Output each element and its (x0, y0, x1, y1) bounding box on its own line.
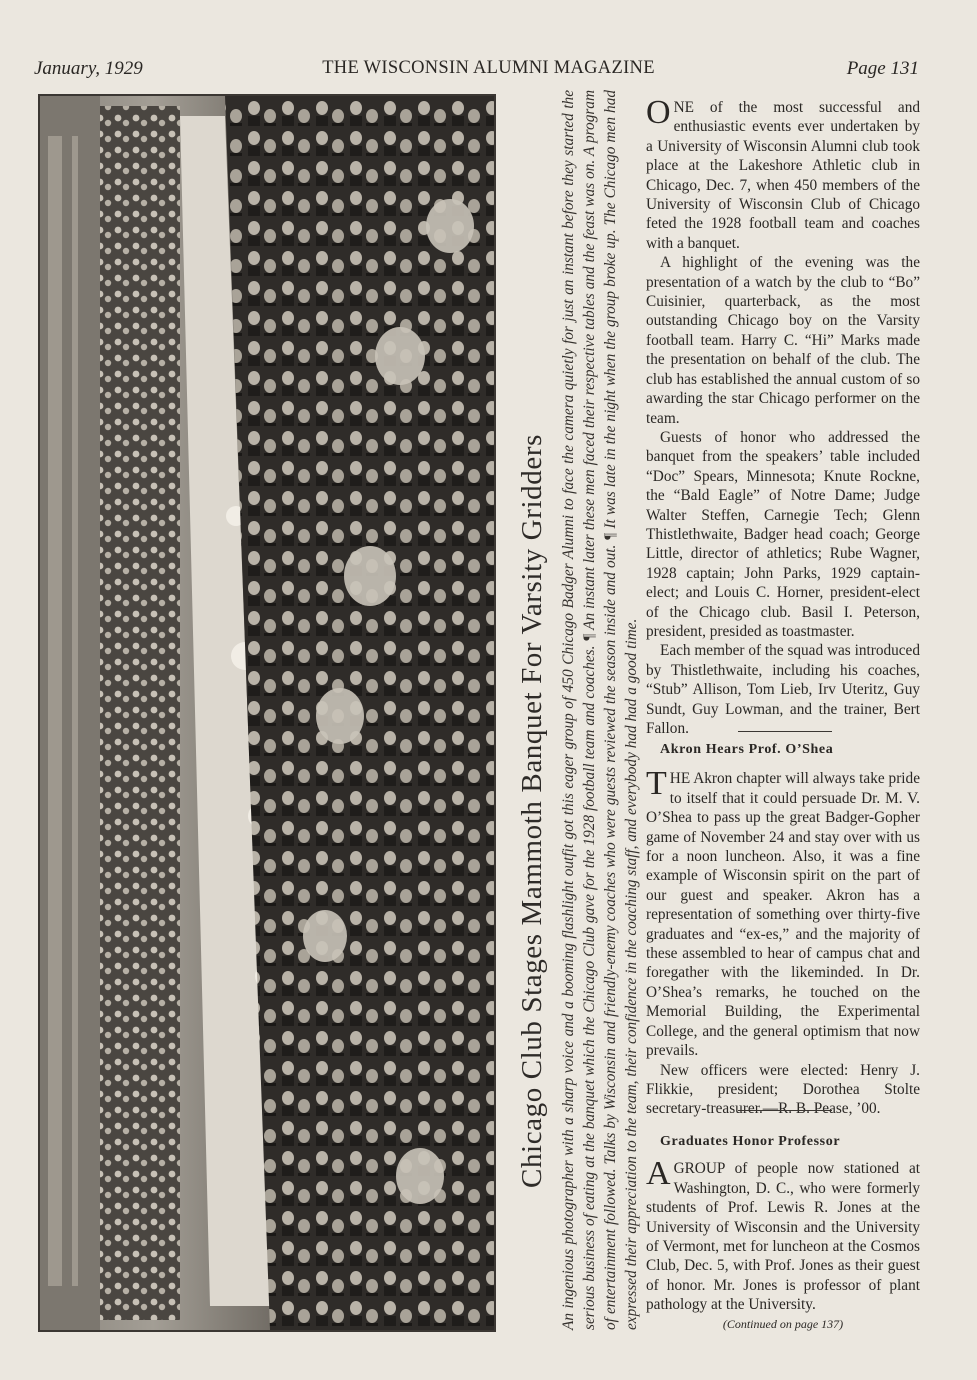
article-akron (646, 740, 920, 1119)
paragraph: A highlight of the evening was the presentation of a watch by the club to “Bo” Cuisinier, quarterback, as the most outstanding Chicago boy on the Varsity football team. Harry C. “Hi” Marks made the presentation on behalf of the club. The club has established the annual custom of so awarding the star Chicago performer on the team. (646, 254, 920, 427)
caption-panel (510, 90, 638, 1330)
article-graduates (646, 1132, 920, 1334)
page-number: Page 131 (846, 58, 919, 79)
section-heading: Graduates Honor Professor (660, 1134, 841, 1149)
photo-caption: An ingenious photographer with a sharp voice and a booming flashlight outfit got this eager group of 450 Chicago Badger Alumni to face the camera quietly for just an instant before they started the serious business of eating at the banquet which the Chicago Club gave for the 1928 football team and coaches. ¶ An instant later these men faced their respective tables and the feast was on. A program of entertainment followed. Talks by Wisconsin and friendly-enemy coaches who were guests reviewed the season inside and out. ¶ It was late in the night when the group broke up. The Chicago men had expressed their appreciation to the team, their confidence in the coaching staff, and everybody had had a good time. (560, 90, 640, 1330)
paragraph: Guests of honor who addressed the banquet from the speakers’ table included “Doc” Spears, Minnesota; Knute Rockne, the “Bald Eagle” of Notre Dame; Judge Walter Steffen, Carnegie Tech; Glenn Thistlethwaite, Badger head coach; George Little, director of athletics; Rube Wagner, 1928 captain; John Parks, 1929 captain-elect; and Louis C. Horner, president-elect of the Chicago club. Basil I. Peterson, president, presided as toastmaster. (646, 428, 920, 640)
paragraph: Each member of the squad was introduced by Thistlethwaite, including his coaches, “Stub” Allison, Tom Lieb, Irv Uteritz, Guy Sundt, Guy Lowman, and the trainer, Bert Fallon. (646, 642, 920, 737)
paragraph: GROUP of people now stationed at Washington, D. C., who were formerly students of Prof. Lewis R. Jones at the University of Wisconsin and the University of Vermont, met for luncheon at the Cosmos Club, Dec. 5, with Prof. Jones as their guest of honor. Mr. Jones is professor of plant pathology at the University. (646, 1160, 920, 1314)
paragraph: New officers were elected: Henry J. Flikkie, president; Dorothea Stolte secretary-treasurer.—R. B. Pease, ’00. (646, 1061, 920, 1118)
divider (738, 1110, 832, 1111)
section-heading: Akron Hears Prof. O’Shea (660, 742, 834, 757)
paragraph: NE of the most successful and enthusiastic events ever undertaken by a University of Wisconsin Alumni club took place at the Lakeshore Athletic club in Chicago, Dec. 7, when 450 members of the University of Wisconsin Club of Chicago feted the 1928 football team and coaches with a banquet. (646, 99, 920, 252)
drop-cap: T (646, 765, 667, 803)
magazine-title: THE WISCONSIN ALUMNI MAGAZINE (322, 58, 655, 78)
article-chicago-banquet (646, 94, 920, 738)
drop-cap: A (646, 1155, 671, 1193)
issue-date: January, 1929 (34, 58, 143, 79)
divider (738, 731, 832, 732)
continued-note: (Continued on page 137) (722, 1316, 844, 1331)
drop-cap: O (646, 94, 671, 131)
feature-title: Chicago Club Stages Mammoth Banquet For Varsity Gridders (516, 434, 548, 1188)
paragraph: HE Akron chapter will always take pride to itself that it could persuade Dr. M. V. O’Shea to pass up the great Badger-Gopher game of November 24 and stay over with us for a noon luncheon. Also, it was a fine example of Wisconsin spirit on the part of our guest and speaker. Akron has a representation of something over thirty-five graduates and “ex-es,” and the majority of these assembled to hear of campus chat and foregather with the likeminded. In Dr. O’Shea’s remarks, he touched on the Memorial Building, the Experimental College, and the general optimism that now prevails. (646, 770, 920, 1060)
banquet-photograph (38, 94, 496, 1332)
